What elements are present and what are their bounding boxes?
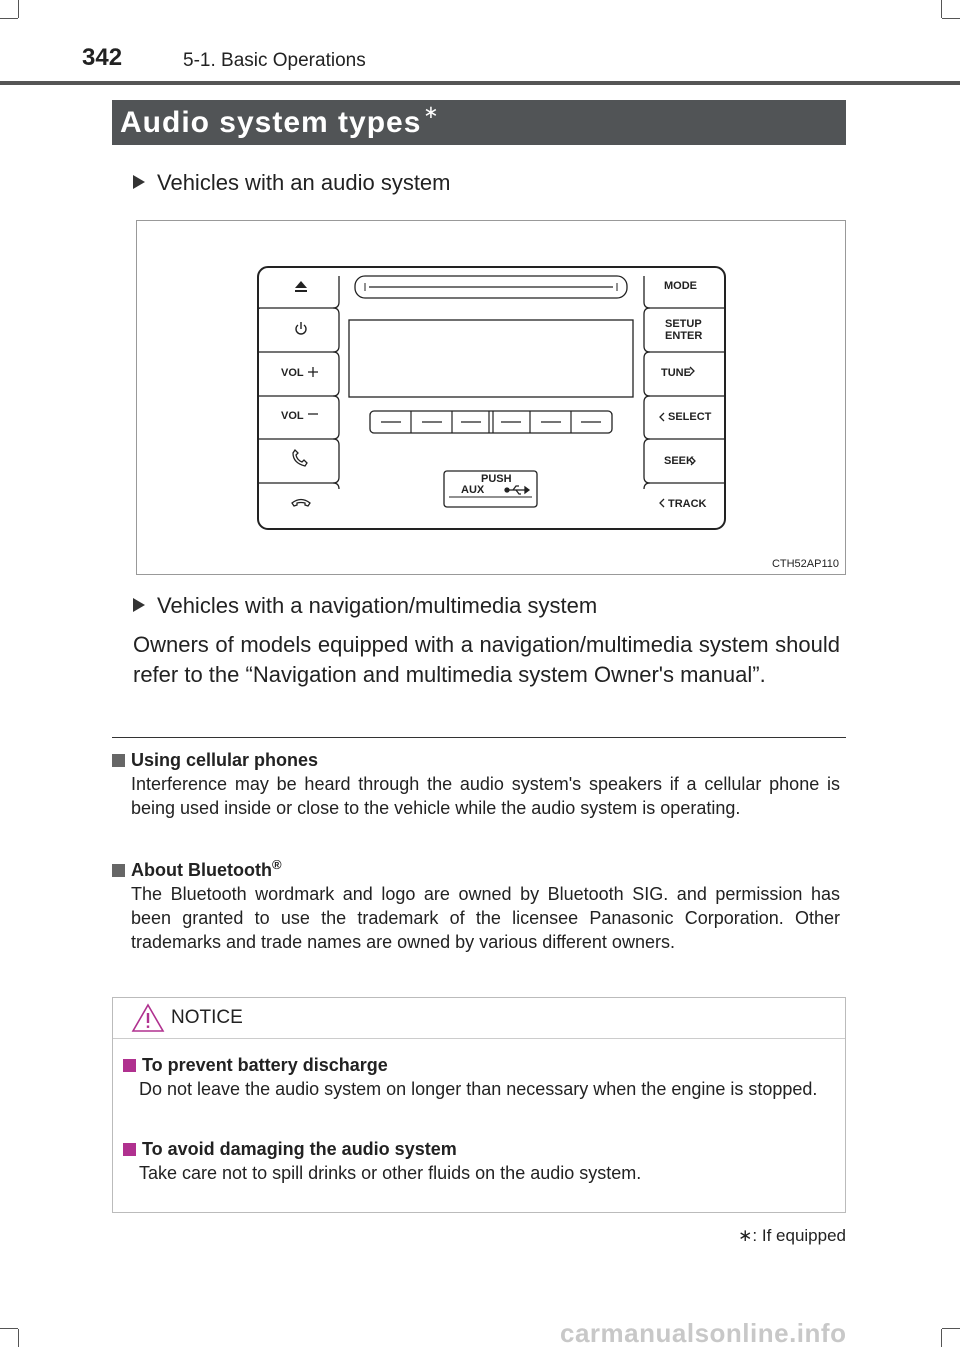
square-bullet-icon: [123, 1059, 136, 1072]
crop-mark: [942, 1328, 960, 1329]
tune-label: TUNE: [661, 367, 691, 379]
audio-unit-illustration: [137, 221, 845, 574]
notice-item-body: Do not leave the audio system on longer than necessary when the engine is stopped.: [139, 1079, 818, 1099]
square-bullet-icon: [112, 754, 125, 767]
notice-box: [112, 997, 846, 1213]
crop-mark: [18, 0, 19, 18]
mode-label: MODE: [664, 280, 697, 292]
seek-label: SEEK: [664, 455, 694, 467]
note-bluetooth: [112, 853, 840, 954]
select-label: SELECT: [668, 411, 712, 423]
plus-icon: [308, 367, 318, 377]
aux-label: AUX: [461, 484, 485, 496]
vol-up-label: VOL: [281, 367, 304, 379]
track-label: TRACK: [668, 498, 707, 510]
section-divider: [112, 737, 846, 738]
triangle-bullet-icon: [133, 175, 145, 189]
push-label: PUSH: [481, 473, 512, 485]
page-title: Audio system types ∗: [120, 102, 440, 139]
enter-label: ENTER: [665, 330, 703, 342]
crop-mark: [0, 1328, 18, 1329]
notice-header: [113, 998, 845, 1039]
note-body: The Bluetooth wordmark and logo are owned by Bluetooth SIG. and permission has been granted to use the trademark of the licensee Panasonic Corporation. Other trademarks and trade names are owned by various different owners.: [131, 884, 840, 952]
figure-code: CTH52AP110: [771, 558, 839, 570]
phone-icon: [293, 450, 307, 466]
equipped-marker: ∗: [423, 102, 440, 122]
bullet-audio: Vehicles with an audio system: [133, 170, 451, 196]
owners-paragraph: Owners of models equipped with a navigation/multimedia system should refer to the “Navigation and multimedia system Owner's manual”.: [133, 632, 840, 687]
power-icon: [296, 322, 306, 334]
page-number: 342: [82, 44, 123, 71]
note-cellular-phones: [112, 748, 840, 820]
note-heading: About Bluetooth®: [112, 853, 840, 882]
bullet-navigation: Vehicles with a navigation/multimedia system: [133, 593, 597, 619]
vol-down-label: VOL: [281, 410, 304, 422]
notice-avoid-damage: [123, 1137, 838, 1185]
notice-label: NOTICE: [171, 1007, 243, 1028]
notice-item-heading: To prevent battery discharge: [123, 1053, 838, 1077]
note-heading: Using cellular phones: [112, 748, 840, 772]
hang-up-icon: [292, 500, 310, 507]
crop-mark: [0, 18, 18, 19]
notice-item-body: Take care not to spill drinks or other fluids on the audio system.: [139, 1163, 642, 1183]
audio-unit-figure: [136, 220, 846, 575]
setup-label: SETUP: [665, 318, 702, 330]
crop-mark: [941, 0, 942, 18]
crop-mark: [18, 1329, 19, 1347]
warning-icon: [131, 1003, 165, 1033]
chevron-left-icon: [660, 413, 664, 421]
usb-icon: [505, 486, 529, 494]
title-bar: [112, 100, 846, 145]
notice-battery-discharge: [123, 1053, 838, 1101]
crop-mark: [941, 1329, 942, 1347]
header-rule: [0, 81, 960, 85]
square-bullet-icon: [123, 1143, 136, 1156]
crop-mark: [942, 18, 960, 19]
footnote: ∗: If equipped: [738, 1226, 846, 1245]
square-bullet-icon: [112, 864, 125, 877]
eject-icon: [295, 281, 307, 292]
notice-item-heading: To avoid damaging the audio system: [123, 1137, 838, 1161]
note-body: Interference may be heard through the audio system's speakers if a cellular phone is being used inside or close to the vehicle while the audio system is operating.: [131, 774, 840, 818]
chevron-left-icon: [660, 499, 664, 507]
section-title: 5-1. Basic Operations: [183, 50, 366, 71]
watermark: carmanualsonline.info: [560, 1318, 847, 1348]
triangle-bullet-icon: [133, 598, 145, 612]
